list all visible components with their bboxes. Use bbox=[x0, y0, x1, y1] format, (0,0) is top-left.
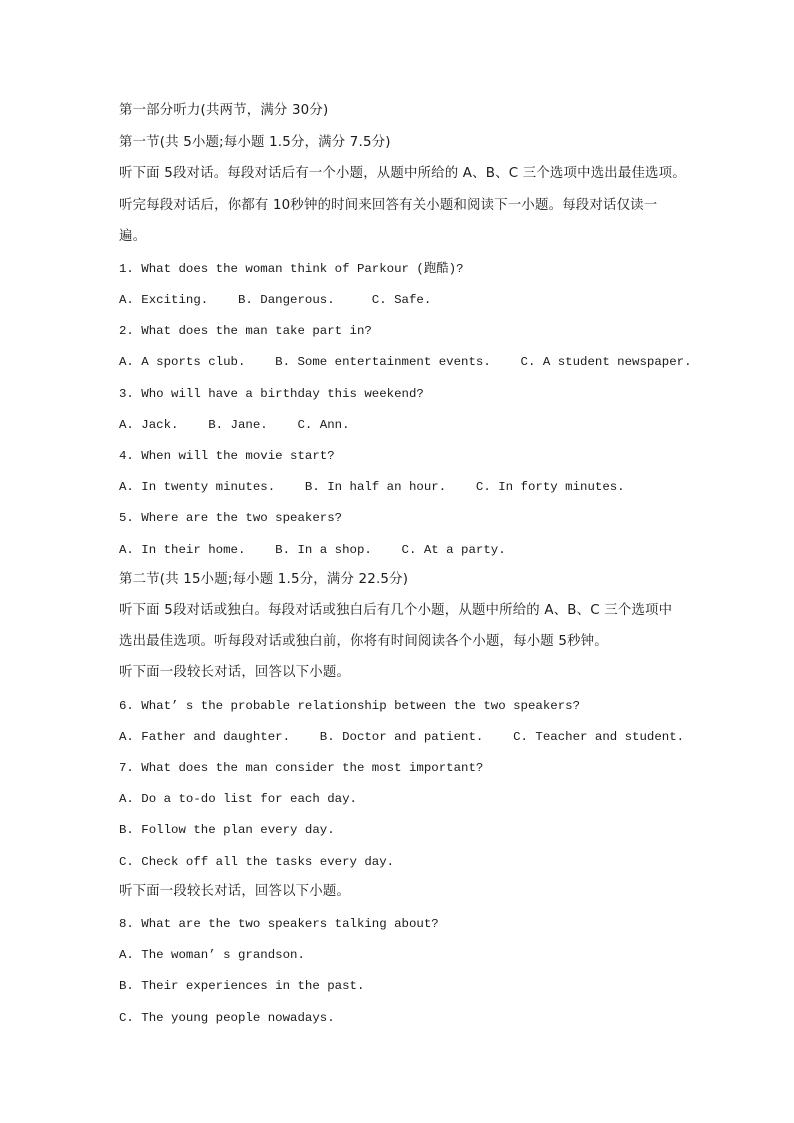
section2-instruction: 选出最佳选项。听每段对话或独白前，你将有时间阅读各个小题，每小题 5秒钟。 bbox=[119, 634, 608, 649]
question-5: 5. Where are the two speakers? bbox=[119, 511, 343, 525]
question-8-option-a: A. The woman’ s grandson. bbox=[119, 948, 305, 962]
section1-instruction: 听完每段对话后，你都有 10秒钟的时间来回答有关小题和阅读下一小题。每段对话仅读一 bbox=[119, 198, 658, 213]
question-8-option-b: B. Their experiences in the past. bbox=[119, 979, 365, 993]
question-8: 8. What are the two speakers talking about? bbox=[119, 917, 439, 931]
question-4: 4. When will the movie start? bbox=[119, 449, 335, 463]
question-2: 2. What does the man take part in? bbox=[119, 324, 372, 338]
section1-instruction: 听下面 5段对话。每段对话后有一个小题，从题中所给的 A、B、C 三个选项中选出最佳选项。 bbox=[119, 166, 686, 181]
question-7: 7. What does the man consider the most important? bbox=[119, 761, 484, 775]
section2-instruction: 听下面 5段对话或独白。每段对话或独白后有几个小题，从题中所给的 A、B、C 三个选项中 bbox=[119, 603, 673, 618]
question-4-options: A. In twenty minutes. B. In half an hour. C. In forty minutes. bbox=[119, 480, 625, 494]
section2-heading: 第二节(共 15小题;每小题 1.5分，满分 22.5分) bbox=[119, 572, 409, 587]
question-1-options: A. Exciting. B. Dangerous. C. Safe. bbox=[119, 293, 432, 307]
question-5-options: A. In their home. B. In a shop. C. At a party. bbox=[119, 543, 506, 557]
part-title: 第一部分听力(共两节，满分 30分) bbox=[119, 103, 329, 118]
question-7-option-a: A. Do a to-do list for each day. bbox=[119, 792, 357, 806]
question-7-option-b: B. Follow the plan every day. bbox=[119, 823, 335, 837]
question-7-option-c: C. Check off all the tasks every day. bbox=[119, 855, 395, 869]
question-8-option-c: C. The young people nowadays. bbox=[119, 1011, 335, 1025]
question-2-options: A. A sports club. B. Some entertainment events. C. A student newspaper. bbox=[119, 355, 692, 369]
section1-instruction: 遍。 bbox=[119, 229, 147, 244]
question-3-options: A. Jack. B. Jane. C. Ann. bbox=[119, 418, 350, 432]
sub-instruction: 听下面一段较长对话，回答以下小题。 bbox=[119, 665, 351, 680]
question-1: 1. What does the woman think of Parkour (跑酷)? bbox=[119, 262, 464, 276]
section1-heading: 第一节(共 5小题;每小题 1.5分，满分 7.5分) bbox=[119, 135, 391, 150]
question-6: 6. What’ s the probable relationship between the two speakers? bbox=[119, 699, 581, 713]
sub-instruction: 听下面一段较长对话，回答以下小题。 bbox=[119, 884, 351, 899]
question-3: 3. Who will have a birthday this weekend? bbox=[119, 387, 424, 401]
question-6-options: A. Father and daughter. B. Doctor and patient. C. Teacher and student. bbox=[119, 730, 685, 744]
